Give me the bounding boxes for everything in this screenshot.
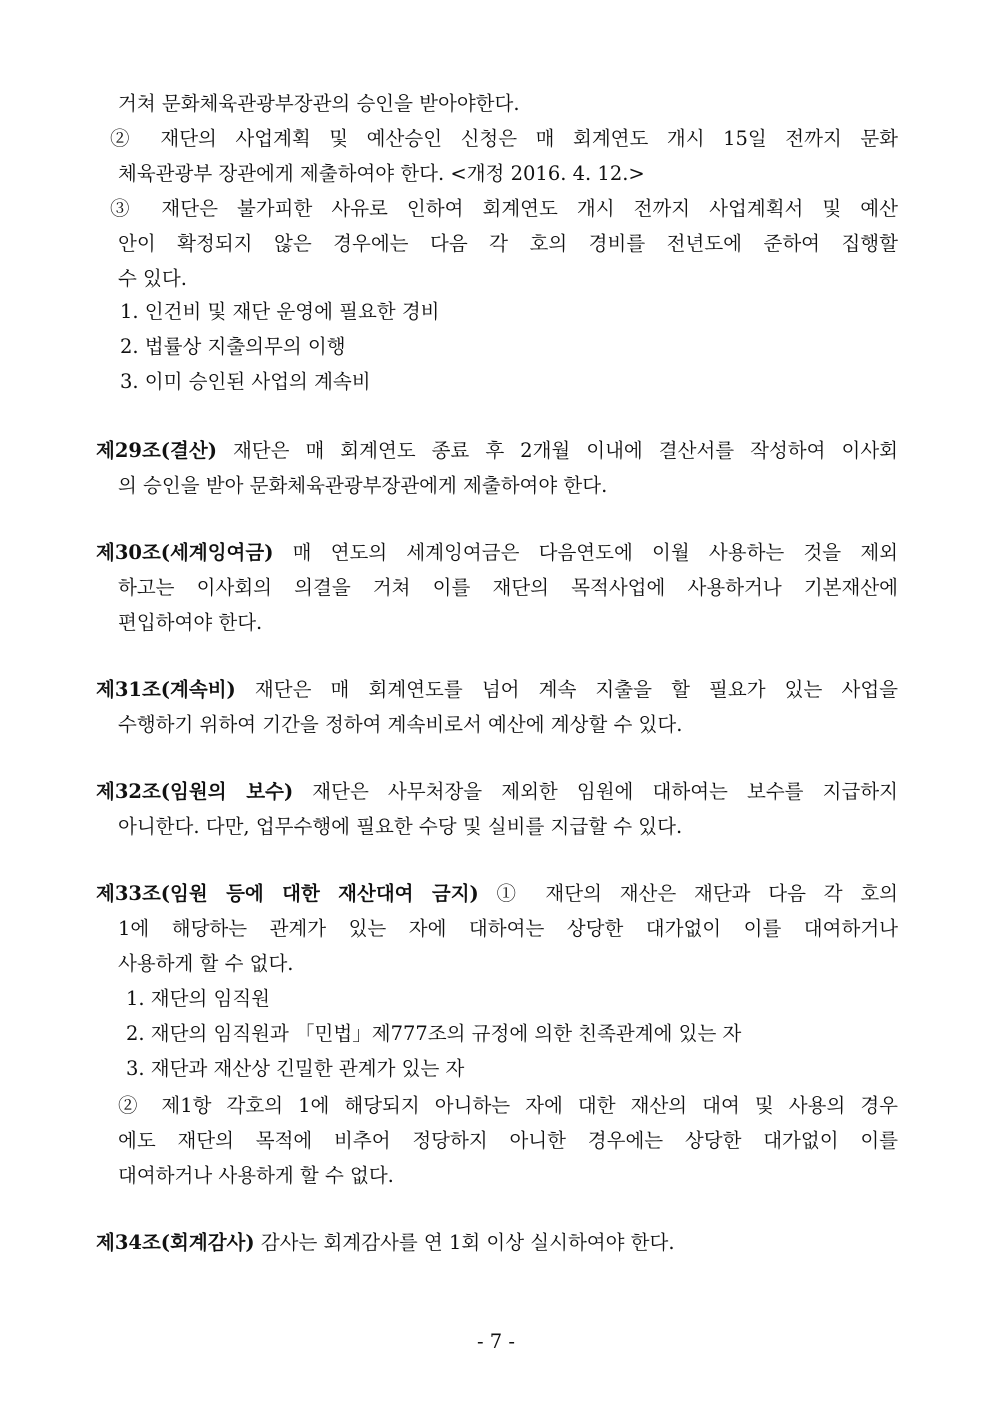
page-number: - 7 - xyxy=(477,1330,515,1353)
article31-heading: 제31조(계속비) xyxy=(96,678,236,701)
article28-p2-line2: 체육관광부 장관에게 제출하여야 한다. <개정 2016. 4. 12.> xyxy=(118,162,645,185)
article34-text: 감사는 회계감사를 연 1회 이상 실시하여야 한다. xyxy=(254,1231,675,1254)
article28-p3-line3: 수 있다. xyxy=(118,267,187,290)
article30-line3: 편입하여야 한다. xyxy=(118,611,263,634)
article30-text: 매 연도의 세계잉여금은 다음연도에 이월 사용하는 것을 제외 xyxy=(273,541,898,564)
article33-p2-line3: 대여하거나 사용하게 할 수 없다. xyxy=(118,1164,394,1187)
article30-heading: 제30조(세계잉여금) xyxy=(96,541,274,564)
list-item: 3. 재단과 재산상 긴밀한 관계가 있는 자 xyxy=(126,1057,465,1080)
list-item: 1. 재단의 임직원 xyxy=(126,987,271,1010)
article34-heading: 제34조(회계감사) xyxy=(96,1231,255,1254)
article30-line1 xyxy=(96,541,898,565)
article31-line1 xyxy=(96,678,898,702)
article33-text: ① 재단의 재산은 재단과 다음 각 호의 xyxy=(478,882,899,905)
article29-line2: 의 승인을 받아 문화체육관광부장관에게 제출하여야 한다. xyxy=(118,474,608,497)
article31-text: 재단은 매 회계연도를 넘어 계속 지출을 할 필요가 있는 사업을 xyxy=(235,678,898,701)
list-item: 2. 재단의 임직원과 「민법」제777조의 규정에 의한 친족관계에 있는 자 xyxy=(126,1022,742,1045)
article31-line2: 수행하기 위하여 기간을 정하여 계속비로서 예산에 계상할 수 있다. xyxy=(118,713,683,736)
article29-heading: 제29조(결산) xyxy=(96,439,217,462)
article33-line2: 1에 해당하는 관계가 있는 자에 대하여는 상당한 대가없이 이를 대여하거나 xyxy=(118,917,898,940)
list-item: 1. 인건비 및 재단 운영에 필요한 경비 xyxy=(120,300,440,323)
article33-heading: 제33조(임원 등에 대한 재산대여 금지) xyxy=(96,882,479,905)
article32-text: 재단은 사무처장을 제외한 임원에 대하여는 보수를 지급하지 xyxy=(293,780,898,803)
article32-heading: 제32조(임원의 보수) xyxy=(96,780,294,803)
article28-cont-line1: 거쳐 문화체육관광부장관의 승인을 받아야한다. xyxy=(118,92,520,115)
article33-p2-line2: 에도 재단의 목적에 비추어 정당하지 아니한 경우에는 상당한 대가없이 이를 xyxy=(118,1129,898,1152)
article28-p3-line1: ③ 재단은 불가피한 사유로 인하여 회계연도 개시 전까지 사업계획서 및 예산 xyxy=(110,197,898,220)
article32-line2: 아니한다. 다만, 업무수행에 필요한 수당 및 실비를 지급할 수 있다. xyxy=(118,815,683,838)
article30-line2: 하고는 이사회의 의결을 거쳐 이를 재단의 목적사업에 사용하거나 기본재산에 xyxy=(118,576,898,599)
list-item: 3. 이미 승인된 사업의 계속비 xyxy=(120,370,371,393)
list-item: 2. 법률상 지출의무의 이행 xyxy=(120,335,346,358)
article29-text: 재단은 매 회계연도 종료 후 2개월 이내에 결산서를 작성하여 이사회 xyxy=(216,439,898,462)
article29-line1 xyxy=(96,439,898,463)
article32-line1 xyxy=(96,780,898,804)
article33-p2-line1: ② 제1항 각호의 1에 해당되지 아니하는 자에 대한 재산의 대여 및 사용의 경우 xyxy=(118,1094,898,1117)
article33-line1 xyxy=(96,882,898,906)
article28-p3-line2: 안이 확정되지 않은 경우에는 다음 각 호의 경비를 전년도에 준하여 집행할 xyxy=(118,232,898,255)
article33-line3: 사용하게 할 수 없다. xyxy=(118,952,294,975)
article34-line1 xyxy=(96,1231,675,1255)
article28-p2-line1: ② 재단의 사업계획 및 예산승인 신청은 매 회계연도 개시 15일 전까지 문화 xyxy=(110,127,898,150)
